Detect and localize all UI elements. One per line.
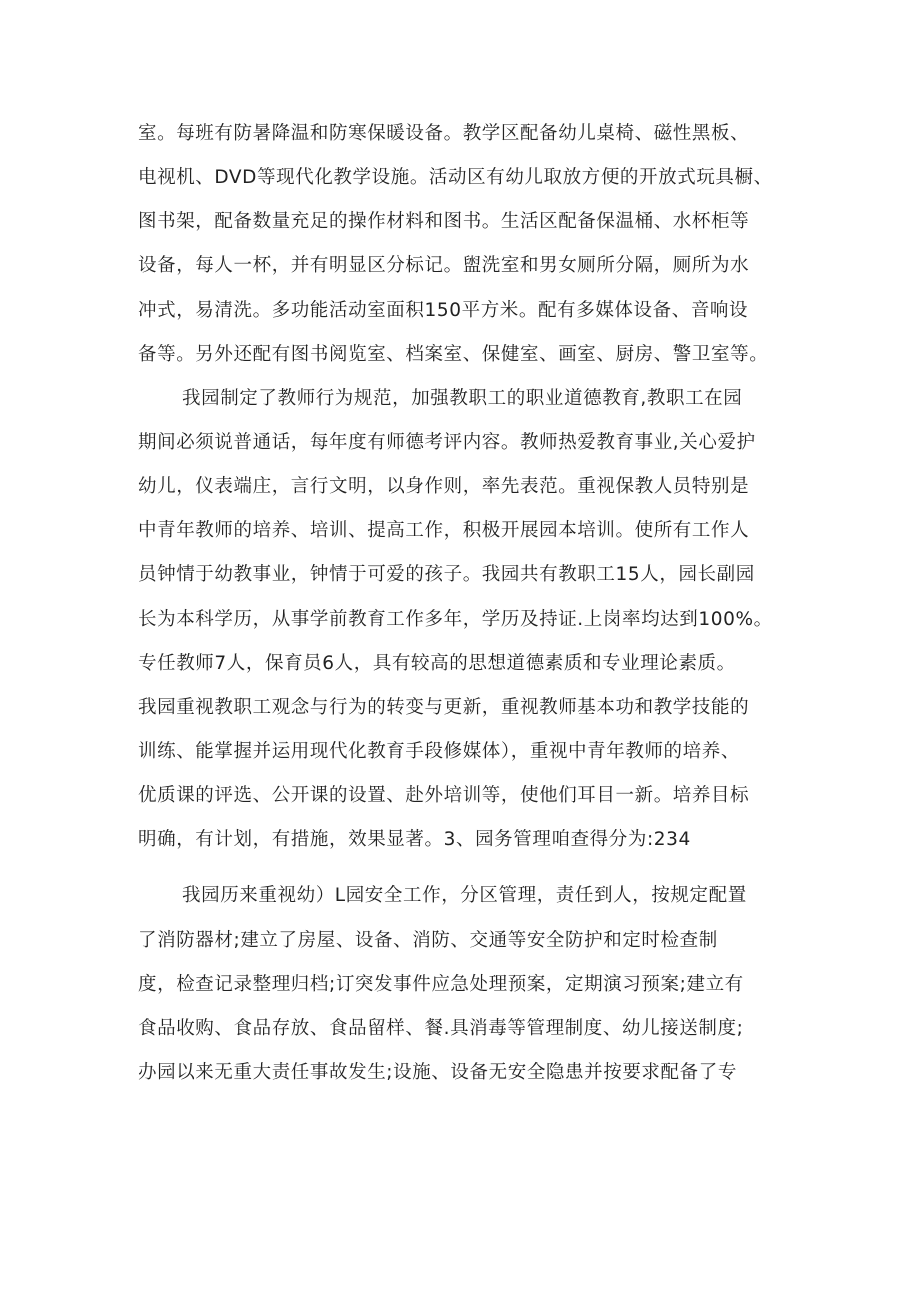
paragraph-staff (138, 377, 798, 863)
paragraph-line: 训练、能掌握并运用现代化教育手段修媒体），重视中青年教师的培养、 (138, 740, 740, 762)
paragraph-line: 度，检查记录整理归档;订突发事件应急处理预案，定期演习预案;建立有 (138, 973, 744, 995)
paragraph-spacer (138, 862, 798, 874)
paragraph-line: 设备，每人一杯，并有明显区分标记。盥洗室和男女厕所分隔，厕所为水 (138, 255, 750, 277)
paragraph-line: 室。每班有防暑降温和防寒保暖设备。教学区配备幼儿桌椅、磁性黑板、 (138, 123, 750, 144)
paragraph-line: 食品收购、食品存放、食品留样、餐.具消毒等管理制度、幼儿接送制度; (138, 1017, 744, 1039)
paragraph-line: 图书架，配备数量充足的操作材料和图书。生活区配备保温桶、水杯柜等 (138, 211, 750, 233)
paragraph-line: 专任教师7人，保育员6人，具有较高的思想道德素质和专业理论素质。 (138, 652, 736, 674)
paragraph-line: 了消防器材;建立了房屋、设备、消防、交通等安全防护和定时检查制 (138, 929, 718, 951)
paragraph-line: 备等。另外还配有图书阅览室、档案室、保健室、画室、厨房、警卫室等。 (138, 343, 769, 365)
paragraph-safety (138, 874, 798, 1095)
paragraph-line: 中青年教师的培养、培训、提高工作，积极开展园本培训。使所有工作人 (138, 520, 750, 542)
paragraph-facilities (138, 112, 798, 377)
paragraph-line: 办园以来无重大责任事故发生;设施、设备无安全隐患并按要求配备了专 (138, 1061, 737, 1083)
paragraph-line: 电视机、DVD等现代化教学设施。活动区有幼儿取放方便的开放式玩具橱、 (138, 167, 773, 189)
paragraph-line: 明确，有计划，有措施，效果显著。3、园务管理咱查得分为:234 (138, 829, 691, 851)
paragraph-line: 我园历来重视幼）L园安全工作，分区管理，责任到人，按规定配置 (182, 885, 747, 907)
paragraph-line: 长为本科学历，从事学前教育工作多年，学历及持证.上岗率均达到100%。 (138, 608, 773, 630)
paragraph-line: 我园重视教职工观念与行为的转变与更新，重视教师基本功和教学技能的 (138, 696, 750, 718)
document-body (138, 112, 798, 1095)
paragraph-line: 员钟情于幼教事业，钟情于可爱的孩子。我园共有教职工15人，园长副园 (138, 564, 755, 586)
paragraph-line: 幼儿，仪表端庄，言行文明，以身作则，率先表范。重视保教人员特别是 (138, 476, 750, 498)
paragraph-line: 我园制定了教师行为规范，加强教职工的职业道德教育,教职工在园 (182, 387, 743, 409)
paragraph-line: 冲式，易清洗。多功能活动室面积150平方米。配有多媒体设备、音响设 (138, 299, 749, 321)
paragraph-line: 期间必须说普通话，每年度有师德考评内容。教师热爱教育事业,关心爱护 (138, 431, 756, 453)
paragraph-line: 优质课的评选、公开课的设置、赴外培训等，使他们耳目一新。培养目标 (138, 785, 750, 807)
